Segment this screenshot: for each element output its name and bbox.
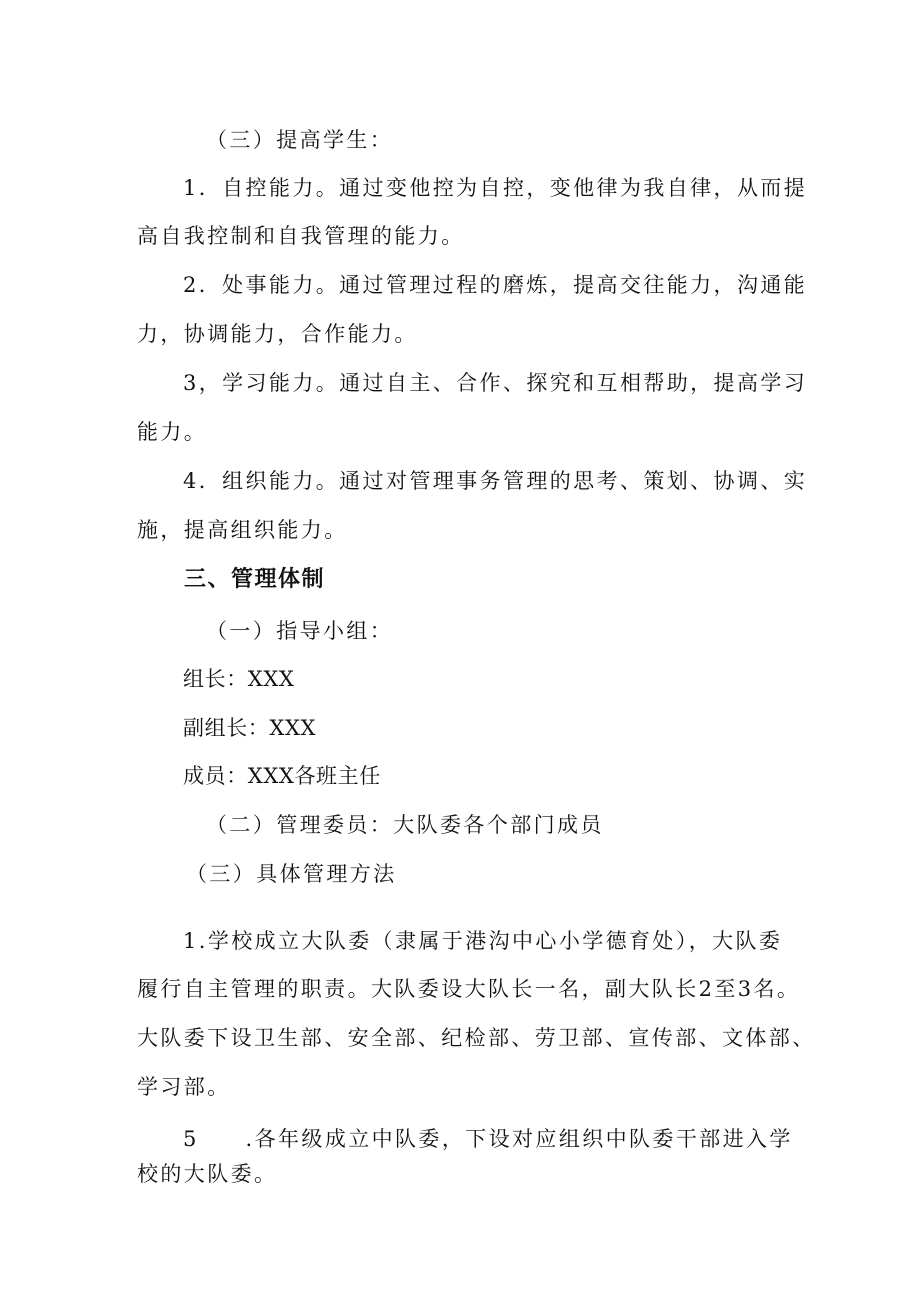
section-subheading: （二）管理委员：大队委各个部门成员 xyxy=(206,813,604,837)
list-item-text: 履行自主管理的职责。大队委设大队长一名，副大队长2至3名。 xyxy=(137,977,801,1001)
paragraph-line: 副组长：XXX xyxy=(183,716,317,740)
section-subheading: （一）指导小组： xyxy=(206,619,394,643)
list-item-text: 学习部。 xyxy=(137,1075,231,1099)
list-item-text: 施，提高组织能力。 xyxy=(137,518,348,542)
list-item-text: 1.学校成立大队委（隶属于港沟中心小学德育处），大队委 xyxy=(183,929,783,953)
list-item-text: 校的大队委。 xyxy=(137,1162,278,1186)
paragraph-line: 组长：XXX xyxy=(183,667,295,691)
list-item-text: 大队委下设卫生部、安全部、纪检部、劳卫部、宣传部、文体部、 xyxy=(137,1026,816,1050)
section-subheading: （三）提高学生： xyxy=(206,128,394,152)
paragraph-line: 成员：XXX各班主任 xyxy=(183,764,381,788)
list-item-text: 能力。 xyxy=(137,420,208,444)
list-item-text: 力，协调能力，合作能力。 xyxy=(137,322,418,346)
list-item-text: 高自我控制和自我管理的能力。 xyxy=(137,224,465,248)
section-heading: 三、管理体制 xyxy=(184,567,326,592)
list-item-text: 4．组织能力。通过对管理事务管理的思考、策划、协调、实 xyxy=(183,469,808,493)
list-item-text: 1．自控能力。通过变他控为自控，变他律为我自律，从而提 xyxy=(183,176,808,200)
list-item-text: 3，学习能力。通过自主、合作、探究和互相帮助，提高学习 xyxy=(183,371,808,395)
section-subheading: （三）具体管理方法 xyxy=(186,862,397,886)
list-item-text: 2．处事能力。通过管理过程的磨炼，提高交往能力，沟通能 xyxy=(183,273,808,297)
list-item-text: 5 .各年级成立中队委，下设对应组织中队委干部进入学 xyxy=(183,1127,793,1151)
